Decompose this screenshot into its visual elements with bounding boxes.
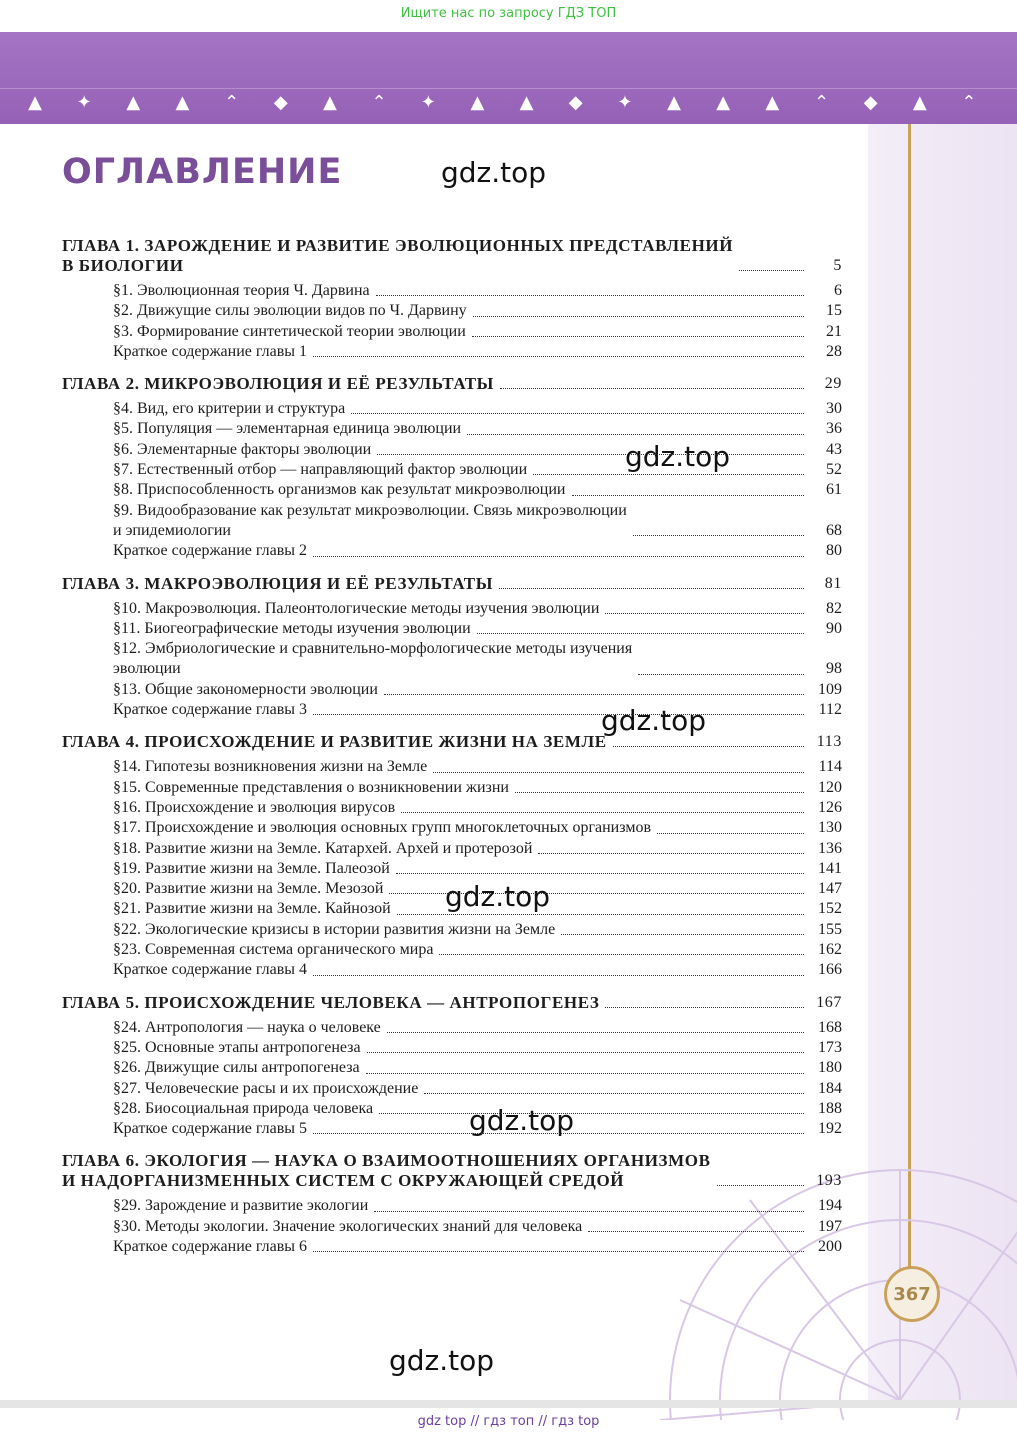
page-number: 126 — [818, 798, 842, 816]
chapter-4 — [62, 732, 842, 980]
toc-item[interactable] — [113, 798, 842, 818]
page-number: 120 — [818, 778, 842, 796]
dot-leader — [572, 495, 805, 496]
page-number: 43 — [826, 440, 842, 458]
item-title: §3. Формирование синтетической теории эволюции — [113, 322, 466, 340]
dot-leader — [717, 1185, 804, 1186]
page-number: 180 — [818, 1059, 842, 1077]
chapter-heading[interactable] — [62, 374, 842, 394]
dot-leader — [384, 694, 804, 695]
page-number: 29 — [824, 375, 842, 393]
page-number: 152 — [818, 900, 842, 918]
bottom-links[interactable]: gdz top // гдз топ // гдз top — [417, 1414, 600, 1429]
item-title: §7. Естественный отбор — направляющий фактор эволюции — [113, 461, 528, 479]
toc-item[interactable] — [113, 599, 842, 619]
page-number: 80 — [826, 542, 842, 560]
animal-icon: ▲ — [716, 92, 731, 113]
dot-leader — [739, 270, 804, 271]
watermark: gdz.top — [441, 156, 547, 189]
toc-item[interactable] — [113, 960, 842, 980]
item-title: эволюции — [113, 660, 181, 678]
item-title: §26. Движущие силы антропогенеза — [113, 1059, 360, 1077]
page-number: 112 — [818, 701, 842, 719]
dot-leader — [433, 772, 804, 773]
dot-leader — [367, 1052, 804, 1053]
item-title: §10. Макроэволюция. Палеонтологические методы изучения эволюции — [113, 599, 600, 617]
page-number: 30 — [826, 400, 842, 418]
page-number: 98 — [826, 660, 842, 678]
toc-item[interactable] — [113, 460, 842, 480]
item-title: §27. Человеческие расы и их происхождение — [113, 1079, 419, 1097]
item-title: §5. Популяция — элементарная единица эволюции — [113, 420, 462, 438]
page-number: 155 — [818, 920, 842, 938]
page-number: 194 — [818, 1197, 842, 1215]
animal-silhouettes — [22, 88, 982, 118]
toc-item[interactable] — [113, 639, 842, 680]
watermark: gdz.top — [445, 880, 551, 913]
fish-icon: ◆ — [863, 92, 878, 113]
dot-leader — [377, 454, 804, 455]
animal-icon: ▲ — [323, 92, 337, 113]
animal-icon: ▲ — [470, 92, 485, 113]
page-number: 167 — [816, 993, 842, 1011]
item-title: §9. Видообразование как результат микроэволюции. Связь микроэволюции — [113, 501, 627, 519]
dot-leader — [366, 1073, 804, 1074]
page-number: 141 — [818, 859, 842, 877]
animal-icon: ▲ — [28, 92, 42, 113]
page-number: 113 — [816, 733, 842, 751]
chapter-heading[interactable] — [62, 1151, 842, 1191]
page-title: ОГЛАВЛЕНИЕ — [62, 152, 343, 192]
chapter-title: ГЛАВА 5. ПРОИСХОЖДЕНИЕ ЧЕЛОВЕКА — АНТРОПОГЕНЕЗ — [62, 992, 600, 1012]
page-number: 82 — [826, 599, 842, 617]
dot-leader — [439, 954, 804, 955]
dot-leader — [638, 674, 804, 675]
item-title: Краткое содержание главы 6 — [113, 1237, 308, 1255]
dot-leader — [588, 1231, 804, 1232]
page-number: 52 — [826, 461, 842, 479]
page-number: 61 — [826, 481, 842, 499]
dot-leader — [473, 316, 804, 317]
item-title: §13. Общие закономерности эволюции — [113, 680, 378, 698]
table-of-contents — [62, 236, 842, 1269]
dot-leader — [379, 1113, 804, 1114]
item-title: Краткое содержание главы 2 — [113, 542, 308, 560]
bird-icon: ⌃ — [371, 92, 387, 113]
dot-leader — [397, 914, 804, 915]
toc-item[interactable] — [113, 1038, 842, 1058]
toc-item[interactable] — [113, 940, 842, 960]
fish-icon: ◆ — [273, 92, 288, 113]
page-number: 28 — [826, 342, 842, 360]
watermark: gdz.top — [625, 440, 731, 473]
item-title: §12. Эмбриологические и сравнительно-морфологические методы изучения — [113, 640, 633, 658]
toc-item[interactable] — [113, 1079, 842, 1099]
chapter-title: ГЛАВА 2. МИКРОЭВОЛЮЦИЯ И ЕЁ РЕЗУЛЬТАТЫ — [62, 374, 494, 394]
dot-leader — [633, 535, 804, 536]
chapter-heading[interactable] — [62, 236, 842, 276]
toc-item[interactable] — [113, 700, 842, 720]
toc-item[interactable] — [113, 1217, 842, 1237]
item-title: §19. Развитие жизни на Земле. Палеозой — [113, 859, 390, 877]
toc-item[interactable] — [113, 879, 842, 899]
toc-item[interactable] — [113, 899, 842, 919]
chapter-5 — [62, 993, 842, 1140]
chapter-6 — [62, 1151, 842, 1257]
dot-leader — [401, 812, 804, 813]
dot-leader — [387, 1032, 804, 1033]
item-title: §21. Развитие жизни на Земле. Кайнозой — [113, 900, 391, 918]
page-number: 166 — [818, 961, 842, 979]
item-title: §8. Приспособленность организмов как результат микроэволюции — [113, 481, 566, 499]
page-number: 6 — [834, 282, 842, 299]
item-title: Краткое содержание главы 5 — [113, 1120, 308, 1138]
page-number: 68 — [826, 521, 842, 539]
item-title: §17. Происхождение и эволюция основных групп многоклеточных организмов — [113, 819, 652, 837]
toc-item[interactable] — [113, 1196, 842, 1216]
page-number: 21 — [826, 322, 842, 340]
toc-item[interactable] — [113, 1018, 842, 1038]
chapter-title: ГЛАВА 6. ЭКОЛОГИЯ — НАУКА О ВЗАИМООТНОШЕНИЯХ ОРГАНИЗМОВ — [62, 1151, 711, 1171]
toc-item[interactable] — [113, 541, 842, 561]
animal-icon: ▲ — [175, 92, 190, 113]
item-title: Краткое содержание главы 3 — [113, 701, 308, 719]
item-title: §11. Биогеографические методы изучения эволюции — [113, 619, 471, 637]
page-number: 184 — [818, 1079, 842, 1097]
toc-item[interactable] — [113, 342, 842, 362]
dot-leader — [605, 1007, 804, 1008]
toc-item[interactable] — [113, 501, 842, 542]
page-number: 81 — [824, 574, 842, 592]
item-title: и эпидемиологии — [113, 521, 231, 539]
item-title: Краткое содержание главы 4 — [113, 961, 308, 979]
chapter-title: ГЛАВА 4. ПРОИСХОЖДЕНИЕ И РАЗВИТИЕ ЖИЗНИ НА ЗЕМЛЕ — [62, 732, 607, 752]
page-number: 162 — [818, 941, 842, 959]
dot-leader — [533, 474, 804, 475]
item-title: §25. Основные этапы антропогенеза — [113, 1038, 361, 1056]
item-title: §22. Экологические кризисы в истории развития жизни на Земле — [113, 920, 556, 938]
chapter-heading[interactable] — [62, 574, 842, 594]
dot-leader — [477, 633, 804, 634]
item-title: §29. Зарождение и развитие экологии — [113, 1197, 369, 1215]
item-title: §2. Движущие силы эволюции видов по Ч. Дарвину — [113, 302, 467, 320]
page-number: 36 — [826, 420, 842, 438]
margin-line — [908, 124, 911, 1284]
toc-item[interactable] — [113, 281, 842, 301]
top-search-hint[interactable]: Ищите нас по запросу ГДЗ ТОП — [400, 6, 617, 21]
item-title: §1. Эволюционная теория Ч. Дарвина — [113, 282, 370, 299]
page-number-badge: 367 — [884, 1266, 940, 1322]
dot-leader — [538, 853, 804, 854]
item-title: §30. Методы экологии. Значение экологических знаний для человека — [113, 1217, 583, 1235]
item-title: §16. Происхождение и эволюция вирусов — [113, 798, 396, 816]
dot-leader — [313, 356, 804, 357]
item-title: §23. Современная система органического мира — [113, 941, 434, 959]
toc-item[interactable] — [113, 920, 842, 940]
toc-item[interactable] — [113, 440, 842, 460]
page-number: 5 — [833, 257, 842, 274]
toc-item[interactable] — [113, 1237, 842, 1257]
animal-icon: ▲ — [126, 92, 141, 113]
dot-leader — [351, 413, 804, 414]
page-number: 173 — [818, 1038, 842, 1056]
item-title: §20. Развитие жизни на Земле. Мезозой — [113, 880, 384, 898]
dot-leader — [499, 588, 804, 589]
page-number: 15 — [826, 302, 842, 320]
chapter-title: ГЛАВА 1. ЗАРОЖДЕНИЕ И РАЗВИТИЕ ЭВОЛЮЦИОННЫХ ПРЕДСТАВЛЕНИЙ — [62, 236, 734, 255]
toc-item[interactable] — [113, 1119, 842, 1139]
dot-leader — [515, 792, 804, 793]
toc-item[interactable] — [113, 778, 842, 798]
dot-leader — [613, 746, 804, 747]
butterfly-icon: ✦ — [76, 92, 92, 113]
dot-leader — [374, 1211, 804, 1212]
chapter-1 — [62, 236, 842, 362]
chapter-3 — [62, 574, 842, 721]
butterfly-icon: ✦ — [617, 92, 633, 113]
page-number: 109 — [818, 680, 842, 698]
item-title: §6. Элементарные факторы эволюции — [113, 440, 372, 458]
page-number: 147 — [818, 880, 842, 898]
dot-leader — [467, 434, 804, 435]
dot-leader — [376, 295, 804, 296]
watermark: gdz.top — [469, 1104, 575, 1137]
toc-item[interactable] — [113, 680, 842, 700]
dot-leader — [389, 893, 804, 894]
chapter-title: В БИОЛОГИИ — [62, 256, 184, 275]
page-number: 197 — [818, 1217, 842, 1235]
animal-icon: ▲ — [765, 92, 780, 113]
item-title: §4. Вид, его критерии и структура — [113, 400, 346, 418]
item-title: §14. Гипотезы возникновения жизни на Земле — [113, 758, 428, 776]
toc-item[interactable] — [113, 322, 842, 342]
bird-icon: ⌃ — [224, 92, 240, 113]
dot-leader — [313, 556, 804, 557]
page-number: 114 — [818, 758, 842, 776]
chapter-title: ГЛАВА 3. МАКРОЭВОЛЮЦИЯ И ЕЁ РЕЗУЛЬТАТЫ — [62, 573, 494, 593]
page-number: 136 — [818, 839, 842, 857]
toc-item[interactable] — [113, 1058, 842, 1078]
item-title: §28. Биосоциальная природа человека — [113, 1099, 374, 1117]
page-number: 90 — [826, 619, 842, 637]
dot-leader — [313, 1251, 804, 1252]
dot-leader — [561, 934, 804, 935]
animal-icon: ▲ — [667, 92, 681, 113]
toc-item[interactable] — [113, 818, 842, 838]
insect-icon: ✦ — [420, 92, 436, 113]
fish-icon: ◆ — [568, 92, 583, 113]
dot-leader — [396, 873, 804, 874]
chapter-heading[interactable] — [62, 732, 842, 752]
toc-item[interactable] — [113, 419, 842, 439]
page-number: 192 — [818, 1120, 842, 1138]
dot-leader — [657, 833, 804, 834]
page-number: 130 — [818, 819, 842, 837]
dot-leader — [313, 975, 804, 976]
animal-icon: ▲ — [912, 92, 927, 113]
page-number: 193 — [816, 1172, 842, 1190]
dot-leader — [313, 1133, 804, 1134]
toc-item[interactable] — [113, 480, 842, 500]
watermark: gdz.top — [389, 1344, 495, 1377]
chapter-2 — [62, 374, 842, 561]
page-number: 200 — [818, 1237, 842, 1255]
item-title: Краткое содержание главы 1 — [113, 342, 308, 360]
dot-leader — [605, 613, 804, 614]
dot-leader — [500, 388, 804, 389]
toc-item[interactable] — [113, 399, 842, 419]
toc-item[interactable] — [113, 619, 842, 639]
animal-icon: ▲ — [519, 92, 534, 113]
chapter-heading[interactable] — [62, 993, 842, 1013]
watermark: gdz.top — [601, 704, 707, 737]
toc-item[interactable] — [113, 757, 842, 777]
page-number: 168 — [818, 1018, 842, 1036]
bird-icon: ⌃ — [961, 92, 977, 113]
toc-item[interactable] — [113, 301, 842, 321]
dot-leader — [313, 714, 804, 715]
bird-icon: ⌃ — [813, 92, 830, 113]
item-title: §15. Современные представления о возникновении жизни — [113, 778, 509, 796]
page-number: 188 — [818, 1099, 842, 1117]
toc-item[interactable] — [113, 859, 842, 879]
dot-leader — [472, 336, 804, 337]
item-title: §24. Антропология — наука о человеке — [113, 1018, 381, 1036]
toc-item[interactable] — [113, 839, 842, 859]
item-title: §18. Развитие жизни на Земле. Катархей. Архей и протерозой — [113, 839, 533, 857]
chapter-title: И НАДОРГАНИЗМЕННЫХ СИСТЕМ С ОКРУЖАЮЩЕЙ СРЕДОЙ — [62, 1171, 625, 1191]
toc-item[interactable] — [113, 1099, 842, 1119]
bottom-bar — [0, 1400, 1017, 1408]
header-banner — [0, 32, 1017, 124]
dot-leader — [424, 1093, 804, 1094]
